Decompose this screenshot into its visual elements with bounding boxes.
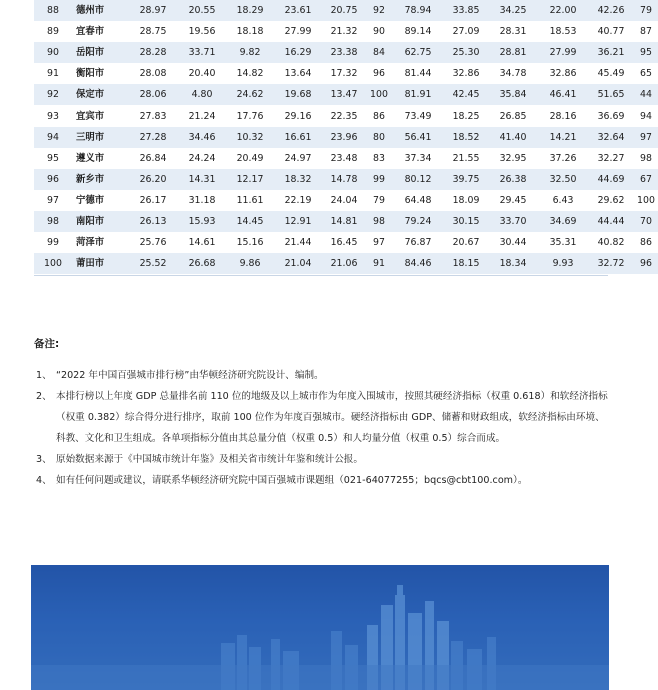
value-cell: 28.97	[128, 0, 178, 21]
value-cell: 17.32	[322, 63, 366, 84]
value-cell: 20.67	[444, 232, 488, 253]
value-cell: 20.40	[178, 63, 226, 84]
table-bottom-border	[34, 275, 608, 276]
value-cell: 84.46	[392, 253, 444, 274]
value-cell: 79.24	[392, 211, 444, 232]
value-cell: 32.72	[588, 253, 634, 274]
value-cell: 26.20	[128, 169, 178, 190]
city-name-cell: 遵义市	[72, 148, 128, 169]
value-cell: 98	[366, 211, 392, 232]
value-cell: 26.68	[178, 253, 226, 274]
value-cell: 30.44	[488, 232, 538, 253]
value-cell: 80.12	[392, 169, 444, 190]
table-row	[34, 0, 658, 21]
note-text: 本排行榜以上年度 GDP 总量排名前 110 位的地级及以上城市作为年度入围城市，按照其硬经济指标（权重 0.618）和软经济指标（权重 0.382）综合得分进行排序，取前 100 位作为年度百强城市。硬经济指标由 GDP、储蓄和财政组成，软经济指标由环境、科教、文化和卫生组成。各单项指标分值由其总量分值（权重 0.5）和人均量分值（权重 0.5）综合而成。	[56, 391, 608, 444]
rank-cell: 99	[34, 232, 72, 253]
value-cell: 46.41	[538, 84, 588, 105]
value-cell: 21.24	[178, 105, 226, 126]
value-cell: 36.69	[588, 105, 634, 126]
value-cell: 96	[366, 63, 392, 84]
value-cell: 64.48	[392, 190, 444, 211]
value-cell: 9.82	[226, 42, 274, 63]
value-cell: 29.16	[274, 105, 322, 126]
value-cell: 21.44	[274, 232, 322, 253]
rank-cell: 92	[34, 84, 72, 105]
value-cell: 42.45	[444, 84, 488, 105]
value-cell: 18.52	[444, 127, 488, 148]
value-cell: 34.46	[178, 127, 226, 148]
value-cell: 23.96	[322, 127, 366, 148]
value-cell: 13.47	[322, 84, 366, 105]
value-cell: 14.78	[322, 169, 366, 190]
city-skyline-banner	[31, 565, 609, 690]
value-cell: 79	[366, 190, 392, 211]
value-cell: 26.84	[128, 148, 178, 169]
value-cell: 25.52	[128, 253, 178, 274]
value-cell: 56.41	[392, 127, 444, 148]
table-row	[34, 84, 658, 105]
value-cell: 65	[634, 63, 658, 84]
value-cell: 45.49	[588, 63, 634, 84]
value-cell: 42.26	[588, 0, 634, 21]
value-cell: 18.34	[488, 253, 538, 274]
rank-cell: 94	[34, 127, 72, 148]
value-cell: 18.25	[444, 105, 488, 126]
value-cell: 95	[634, 42, 658, 63]
value-cell: 33.71	[178, 42, 226, 63]
rank-cell: 98	[34, 211, 72, 232]
value-cell: 73.49	[392, 105, 444, 126]
note-item	[34, 365, 610, 386]
city-name-cell: 莆田市	[72, 253, 128, 274]
city-name-cell: 宁德市	[72, 190, 128, 211]
note-item	[34, 386, 610, 449]
value-cell: 33.70	[488, 211, 538, 232]
value-cell: 40.77	[588, 21, 634, 42]
value-cell: 96	[634, 253, 658, 274]
rank-cell: 100	[34, 253, 72, 274]
value-cell: 44.44	[588, 211, 634, 232]
value-cell: 26.85	[488, 105, 538, 126]
city-name-cell: 宜宾市	[72, 105, 128, 126]
value-cell: 16.45	[322, 232, 366, 253]
value-cell: 34.78	[488, 63, 538, 84]
city-name-cell: 菏泽市	[72, 232, 128, 253]
value-cell: 29.45	[488, 190, 538, 211]
value-cell: 36.21	[588, 42, 634, 63]
note-number: 2、	[36, 391, 52, 402]
rank-cell: 88	[34, 0, 72, 21]
value-cell: 81.91	[392, 84, 444, 105]
value-cell: 37.26	[538, 148, 588, 169]
value-cell: 14.21	[538, 127, 588, 148]
notes-section	[34, 336, 610, 491]
value-cell: 18.09	[444, 190, 488, 211]
value-cell: 23.48	[322, 148, 366, 169]
value-cell: 17.76	[226, 105, 274, 126]
value-cell: 32.86	[538, 63, 588, 84]
value-cell: 15.16	[226, 232, 274, 253]
value-cell: 18.15	[444, 253, 488, 274]
table-row	[34, 253, 658, 274]
value-cell: 32.50	[538, 169, 588, 190]
value-cell: 32.27	[588, 148, 634, 169]
value-cell: 24.97	[274, 148, 322, 169]
value-cell: 92	[366, 0, 392, 21]
value-cell: 14.82	[226, 63, 274, 84]
value-cell: 20.49	[226, 148, 274, 169]
value-cell: 12.17	[226, 169, 274, 190]
value-cell: 34.69	[538, 211, 588, 232]
value-cell: 18.32	[274, 169, 322, 190]
value-cell: 39.75	[444, 169, 488, 190]
rank-cell: 91	[34, 63, 72, 84]
value-cell: 14.61	[178, 232, 226, 253]
value-cell: 16.61	[274, 127, 322, 148]
value-cell: 44.69	[588, 169, 634, 190]
value-cell: 9.93	[538, 253, 588, 274]
value-cell: 27.09	[444, 21, 488, 42]
value-cell: 26.13	[128, 211, 178, 232]
value-cell: 13.64	[274, 63, 322, 84]
note-item	[34, 449, 610, 470]
value-cell: 44	[634, 84, 658, 105]
value-cell: 18.29	[226, 0, 274, 21]
city-name-cell: 衡阳市	[72, 63, 128, 84]
value-cell: 86	[634, 232, 658, 253]
note-number: 4、	[36, 475, 52, 486]
value-cell: 83	[366, 148, 392, 169]
value-cell: 32.95	[488, 148, 538, 169]
value-cell: 23.38	[322, 42, 366, 63]
note-number: 1、	[36, 370, 52, 381]
value-cell: 26.38	[488, 169, 538, 190]
value-cell: 15.93	[178, 211, 226, 232]
ranking-table	[34, 0, 658, 274]
value-cell: 28.31	[488, 21, 538, 42]
city-name-cell: 宜春市	[72, 21, 128, 42]
rank-cell: 96	[34, 169, 72, 190]
rank-cell: 90	[34, 42, 72, 63]
value-cell: 34.25	[488, 0, 538, 21]
value-cell: 41.40	[488, 127, 538, 148]
value-cell: 21.55	[444, 148, 488, 169]
value-cell: 27.83	[128, 105, 178, 126]
value-cell: 99	[366, 169, 392, 190]
value-cell: 9.86	[226, 253, 274, 274]
value-cell: 18.53	[538, 21, 588, 42]
value-cell: 97	[366, 232, 392, 253]
value-cell: 22.00	[538, 0, 588, 21]
value-cell: 100	[366, 84, 392, 105]
value-cell: 10.32	[226, 127, 274, 148]
value-cell: 30.15	[444, 211, 488, 232]
value-cell: 80	[366, 127, 392, 148]
table-row	[34, 232, 658, 253]
value-cell: 24.04	[322, 190, 366, 211]
rank-cell: 97	[34, 190, 72, 211]
value-cell: 84	[366, 42, 392, 63]
value-cell: 21.04	[274, 253, 322, 274]
note-number: 3、	[36, 454, 52, 465]
value-cell: 79	[634, 0, 658, 21]
note-item	[34, 470, 610, 491]
value-cell: 24.24	[178, 148, 226, 169]
value-cell: 100	[634, 190, 658, 211]
value-cell: 40.82	[588, 232, 634, 253]
value-cell: 76.87	[392, 232, 444, 253]
value-cell: 26.17	[128, 190, 178, 211]
value-cell: 81.44	[392, 63, 444, 84]
value-cell: 35.31	[538, 232, 588, 253]
table-row	[34, 127, 658, 148]
value-cell: 27.99	[538, 42, 588, 63]
note-text: “2022 年中国百强城市排行榜”由华顿经济研究院设计、编制。	[56, 370, 324, 381]
value-cell: 28.16	[538, 105, 588, 126]
value-cell: 28.06	[128, 84, 178, 105]
value-cell: 16.29	[274, 42, 322, 63]
value-cell: 28.28	[128, 42, 178, 63]
value-cell: 70	[634, 211, 658, 232]
city-name-cell: 三明市	[72, 127, 128, 148]
table-row	[34, 21, 658, 42]
city-name-cell: 南阳市	[72, 211, 128, 232]
value-cell: 27.28	[128, 127, 178, 148]
value-cell: 27.99	[274, 21, 322, 42]
table-row	[34, 148, 658, 169]
value-cell: 19.68	[274, 84, 322, 105]
value-cell: 20.55	[178, 0, 226, 21]
table-row	[34, 169, 658, 190]
value-cell: 23.61	[274, 0, 322, 21]
value-cell: 94	[634, 105, 658, 126]
city-name-cell: 岳阳市	[72, 42, 128, 63]
value-cell: 87	[634, 21, 658, 42]
value-cell: 37.34	[392, 148, 444, 169]
value-cell: 12.91	[274, 211, 322, 232]
skyline-illustration	[31, 565, 609, 690]
value-cell: 14.31	[178, 169, 226, 190]
value-cell: 24.62	[226, 84, 274, 105]
note-text: 原始数据来源于《中国城市统计年鉴》及相关省市统计年鉴和统计公报。	[56, 454, 363, 465]
value-cell: 22.19	[274, 190, 322, 211]
value-cell: 21.06	[322, 253, 366, 274]
value-cell: 86	[366, 105, 392, 126]
value-cell: 21.32	[322, 21, 366, 42]
value-cell: 91	[366, 253, 392, 274]
ranking-table-wrapper	[34, 0, 655, 274]
city-name-cell: 新乡市	[72, 169, 128, 190]
value-cell: 14.81	[322, 211, 366, 232]
value-cell: 25.30	[444, 42, 488, 63]
value-cell: 32.64	[588, 127, 634, 148]
table-row	[34, 190, 658, 211]
value-cell: 25.76	[128, 232, 178, 253]
value-cell: 62.75	[392, 42, 444, 63]
rank-cell: 95	[34, 148, 72, 169]
value-cell: 19.56	[178, 21, 226, 42]
value-cell: 20.75	[322, 0, 366, 21]
value-cell: 11.61	[226, 190, 274, 211]
value-cell: 89.14	[392, 21, 444, 42]
note-text: 如有任何问题或建议，请联系华顿经济研究院中国百强城市课题组（021-64077255；bqcs@cbt100.com）。	[56, 475, 528, 486]
value-cell: 90	[366, 21, 392, 42]
value-cell: 29.62	[588, 190, 634, 211]
value-cell: 28.75	[128, 21, 178, 42]
value-cell: 33.85	[444, 0, 488, 21]
value-cell: 22.35	[322, 105, 366, 126]
value-cell: 67	[634, 169, 658, 190]
value-cell: 14.45	[226, 211, 274, 232]
value-cell: 35.84	[488, 84, 538, 105]
value-cell: 98	[634, 148, 658, 169]
notes-title: 备注:	[34, 338, 60, 350]
table-row	[34, 42, 658, 63]
table-row	[34, 211, 658, 232]
rank-cell: 89	[34, 21, 72, 42]
value-cell: 31.18	[178, 190, 226, 211]
table-row	[34, 63, 658, 84]
value-cell: 51.65	[588, 84, 634, 105]
value-cell: 97	[634, 127, 658, 148]
value-cell: 28.81	[488, 42, 538, 63]
rank-cell: 93	[34, 105, 72, 126]
value-cell: 28.08	[128, 63, 178, 84]
value-cell: 78.94	[392, 0, 444, 21]
city-name-cell: 德州市	[72, 0, 128, 21]
city-name-cell: 保定市	[72, 84, 128, 105]
value-cell: 6.43	[538, 190, 588, 211]
value-cell: 4.80	[178, 84, 226, 105]
table-row	[34, 105, 658, 126]
value-cell: 32.86	[444, 63, 488, 84]
value-cell: 18.18	[226, 21, 274, 42]
